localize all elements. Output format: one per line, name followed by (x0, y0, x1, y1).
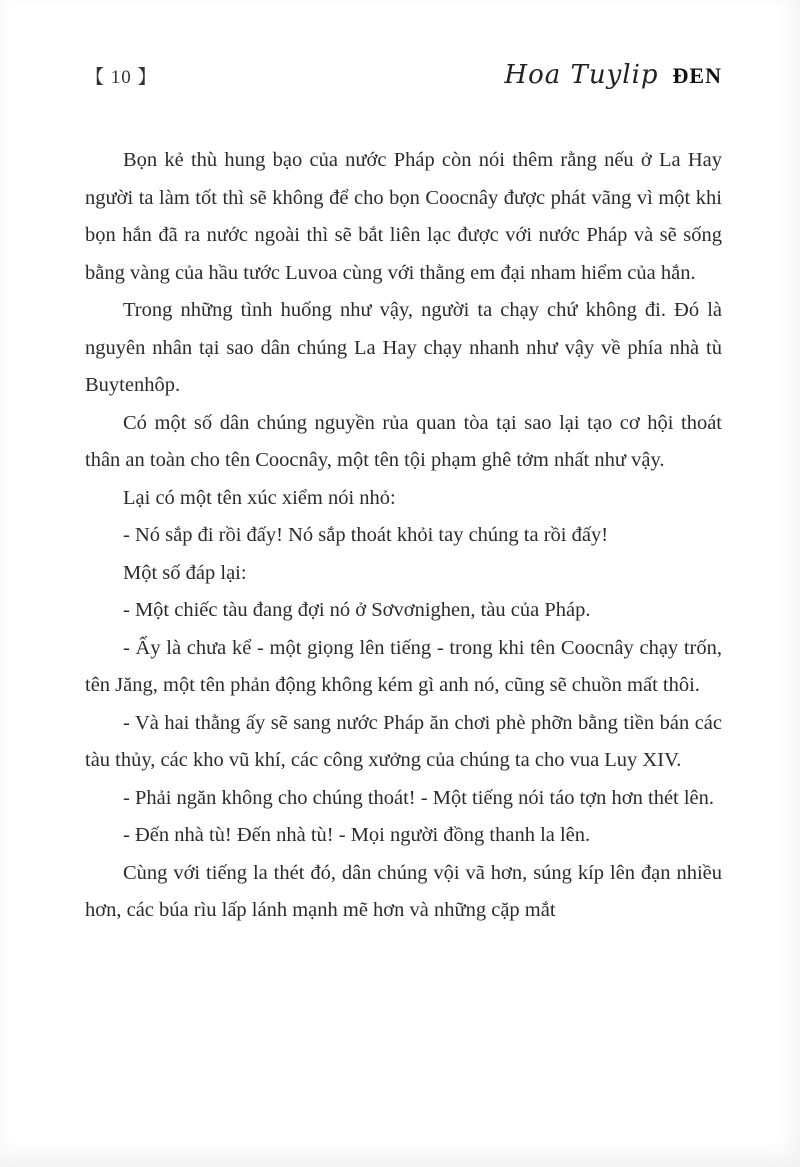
paragraph: - Nó sắp đi rồi đấy! Nó sắp thoát khỏi tay chúng ta rồi đấy! (123, 524, 609, 546)
paragraph: - Và hai thằng ấy sẽ sang nước Pháp ăn chơi phè phỡn bằng tiền bán các tàu thủy, các kho vũ khí, các công xưởng của chúng ta cho vua Luy XIV. (85, 711, 722, 771)
paragraph: Lại có một tên xúc xiểm nói nhỏ: (123, 486, 396, 509)
paragraph: Có một số dân chúng nguyền rủa quan tòa tại sao lại tạo cơ hội thoát thân an toàn cho tên Coocnây, một tên tội phạm ghê tởm nhất như vậy. (85, 411, 722, 471)
paragraph: - Một chiếc tàu đang đợi nó ở Sơvơnighen, tàu của Pháp. (123, 599, 591, 621)
page-header (85, 60, 722, 90)
running-title-bold: ĐEN (672, 63, 722, 88)
body-text (85, 142, 722, 930)
paragraph: Một số đáp lại: (123, 561, 247, 584)
paragraph: - Phải ngăn không cho chúng thoát! - Một tiếng nói táo tợn hơn thét lên. (123, 786, 715, 809)
paragraph: Trong những tình huống như vậy, người ta chạy chứ không đi. Đó là nguyên nhân tại sao dân chúng La Hay chạy nhanh như vậy về phía nhà tù Buytenhôp. (85, 299, 722, 396)
running-title-script: Hoa Tuylip (504, 60, 659, 90)
paragraph: - Đến nhà tù! Đến nhà tù! - Mọi người đồng thanh la lên. (123, 824, 591, 846)
running-title (504, 60, 722, 90)
paragraph: Cùng với tiếng la thét đó, dân chúng vội vã hơn, súng kíp lên đạn nhiều hơn, các búa rìu lấp lánh mạnh mẽ hơn và những cặp mắt (85, 861, 722, 921)
paragraph: - Ấy là chưa kể - một giọng lên tiếng - trong khi tên Coocnây chạy trốn, tên Jăng, một tên phản động không kém gì anh nó, cũng sẽ chuồn mất thôi. (85, 636, 722, 696)
page-number: 【 10 】 (85, 67, 158, 88)
paragraph: Bọn kẻ thù hung bạo của nước Pháp còn nói thêm rằng nếu ở La Hay người ta làm tốt thì sẽ không để cho bọn Coocnây được phát vãng vì một khi bọn hắn đã ra nước ngoài thì sẽ bắt liên lạc được với nước Pháp và sẽ sống bằng vàng của hầu tước Luvoa cùng với thằng em đại nham hiểm của hắn. (85, 149, 722, 284)
